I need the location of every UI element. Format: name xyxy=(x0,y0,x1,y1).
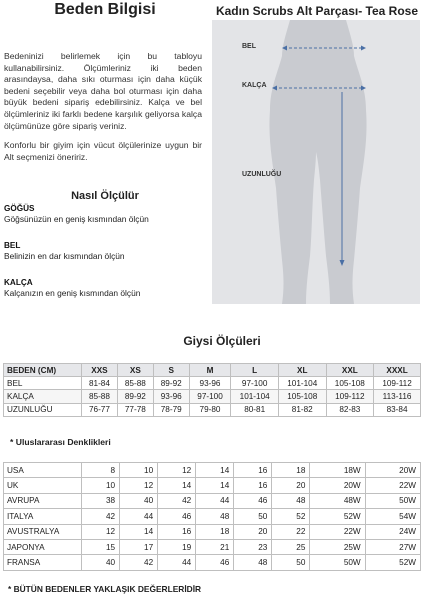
table-cell: 25W xyxy=(310,539,365,554)
intro-text xyxy=(4,51,202,163)
intl-title: * Uluslararası Denklikleri xyxy=(10,437,111,447)
measuring-title: Nasıl Ölçülür xyxy=(71,190,139,202)
table-cell: 81-82 xyxy=(278,403,326,416)
measure-chest xyxy=(4,203,204,225)
table-cell: 10 xyxy=(82,478,120,493)
table-cell: 97-100 xyxy=(231,377,279,390)
table-cell: 93-96 xyxy=(153,390,189,403)
table-cell: 14 xyxy=(196,463,234,478)
size-table xyxy=(3,363,421,417)
table-cell: 48 xyxy=(234,555,272,570)
table-row xyxy=(4,377,421,390)
hip-label: KALÇA xyxy=(242,82,267,89)
table-cell: 93-96 xyxy=(189,377,231,390)
table-cell: 12 xyxy=(82,524,120,539)
waist-label: BEL xyxy=(242,43,256,50)
measure-chest-desc: Göğsünüzün en geniş kısmından ölçün xyxy=(4,214,149,224)
table-cell: 20W xyxy=(365,463,420,478)
table-cell: 15 xyxy=(82,539,120,554)
table-cell: 52 xyxy=(272,509,310,524)
table-cell: 80-81 xyxy=(231,403,279,416)
header-s: S xyxy=(153,364,189,377)
table-cell: 21 xyxy=(196,539,234,554)
table-cell: 79-80 xyxy=(189,403,231,416)
table-cell: 16 xyxy=(234,478,272,493)
table-cell: 81-84 xyxy=(82,377,118,390)
table-row xyxy=(4,463,421,478)
table-cell: 46 xyxy=(158,509,196,524)
measure-waist xyxy=(4,240,204,262)
table-cell: 12 xyxy=(120,478,158,493)
table-cell: 48 xyxy=(272,493,310,508)
table-cell: 83-84 xyxy=(374,403,421,416)
header-xs: XS xyxy=(117,364,153,377)
table-cell: 52W xyxy=(310,509,365,524)
table-cell: 54W xyxy=(365,509,420,524)
footnote: * BÜTÜN BEDENLER YAKLAŞIK DEĞERLERİDİR xyxy=(8,584,202,594)
header-xxl: XXL xyxy=(326,364,374,377)
table-cell: 18 xyxy=(196,524,234,539)
row-label: AVUSTRALYA xyxy=(4,524,82,539)
table-cell: 19 xyxy=(158,539,196,554)
row-label: JAPONYA xyxy=(4,539,82,554)
measure-chest-heading: GÖĞÜS xyxy=(4,204,35,213)
table-cell: 89-92 xyxy=(117,390,153,403)
table-cell: 25 xyxy=(272,539,310,554)
table-cell: 78-79 xyxy=(153,403,189,416)
table-cell: 14 xyxy=(158,478,196,493)
table-row xyxy=(4,493,421,508)
row-label: UK xyxy=(4,478,82,493)
table-row xyxy=(4,524,421,539)
table-cell: 42 xyxy=(120,555,158,570)
table-cell: 8 xyxy=(82,463,120,478)
table-row xyxy=(4,478,421,493)
table-cell: 14 xyxy=(196,478,234,493)
table-cell: 42 xyxy=(82,509,120,524)
silhouette-shape xyxy=(269,20,366,304)
table-cell: 10 xyxy=(120,463,158,478)
table-cell: 16 xyxy=(234,463,272,478)
table-cell: 109-112 xyxy=(326,390,374,403)
table-cell: 97-100 xyxy=(189,390,231,403)
table-cell: 101-104 xyxy=(278,377,326,390)
table-cell: 77-78 xyxy=(117,403,153,416)
header-xl: XL xyxy=(278,364,326,377)
table-row xyxy=(4,390,421,403)
header-l: L xyxy=(231,364,279,377)
table-cell: 85-88 xyxy=(117,377,153,390)
measure-hip-heading: KALÇA xyxy=(4,278,33,287)
table-cell: 44 xyxy=(196,493,234,508)
table-cell: 18 xyxy=(272,463,310,478)
header-xxs: XXS xyxy=(82,364,118,377)
row-label: FRANSA xyxy=(4,555,82,570)
row-label: KALÇA xyxy=(4,390,82,403)
table-cell: 50W xyxy=(310,555,365,570)
table-cell: 12 xyxy=(158,463,196,478)
table-cell: 50 xyxy=(234,509,272,524)
table-cell: 44 xyxy=(120,509,158,524)
measure-waist-desc: Belinizin en dar kısmından ölçün xyxy=(4,251,125,261)
table-row xyxy=(4,539,421,554)
table-cell: 50 xyxy=(272,555,310,570)
table-cell: 48 xyxy=(196,509,234,524)
table-cell: 46 xyxy=(234,493,272,508)
intro-paragraph-2: Konforlu bir giyim için vücut ölçülerinize uygun bir Alt seçmenizi öneririz. xyxy=(4,140,202,162)
table-cell: 38 xyxy=(82,493,120,508)
table-cell: 113-116 xyxy=(374,390,421,403)
table-cell: 48W xyxy=(310,493,365,508)
inseam-label: UZUNLUĞU xyxy=(242,171,282,178)
table-cell: 105-108 xyxy=(278,390,326,403)
table-cell: 109-112 xyxy=(374,377,421,390)
table-cell: 22W xyxy=(365,478,420,493)
row-label: UZUNLUĞU xyxy=(4,403,82,416)
header-size: BEDEN (CM) xyxy=(4,364,82,377)
table-cell: 76-77 xyxy=(82,403,118,416)
table-cell: 20 xyxy=(272,478,310,493)
table-cell: 101-104 xyxy=(231,390,279,403)
waist-arrow-right xyxy=(361,46,366,51)
table-cell: 22 xyxy=(272,524,310,539)
table-cell: 17 xyxy=(120,539,158,554)
table-cell: 14 xyxy=(120,524,158,539)
right-title: Kadın Scrubs Alt Parçası- Tea Rose xyxy=(215,4,419,18)
table-cell: 18W xyxy=(310,463,365,478)
table-cell: 16 xyxy=(158,524,196,539)
header-m: M xyxy=(189,364,231,377)
row-label: AVRUPA xyxy=(4,493,82,508)
table-row xyxy=(4,555,421,570)
body-silhouette xyxy=(212,20,420,304)
table-cell: 24W xyxy=(365,524,420,539)
row-label: BEL xyxy=(4,377,82,390)
measure-waist-heading: BEL xyxy=(4,241,21,250)
row-label: USA xyxy=(4,463,82,478)
table-cell: 40 xyxy=(82,555,120,570)
left-title: Beden Bilgisi xyxy=(54,1,156,18)
row-label: ITALYA xyxy=(4,509,82,524)
table-cell: 22W xyxy=(310,524,365,539)
intl-table xyxy=(3,462,421,571)
table-cell: 46 xyxy=(196,555,234,570)
table-cell: 23 xyxy=(234,539,272,554)
body-diagram xyxy=(212,20,420,304)
table-cell: 89-92 xyxy=(153,377,189,390)
table-cell: 42 xyxy=(158,493,196,508)
table-cell: 40 xyxy=(120,493,158,508)
table-cell: 85-88 xyxy=(82,390,118,403)
size-table-title: Giysi Ölçüleri xyxy=(183,334,261,348)
size-table-header-row xyxy=(4,364,421,377)
table-cell: 105-108 xyxy=(326,377,374,390)
measure-hip-desc: Kalçanızın en geniş kısmından ölçün xyxy=(4,288,141,298)
table-row xyxy=(4,509,421,524)
table-cell: 27W xyxy=(365,539,420,554)
table-cell: 50W xyxy=(365,493,420,508)
header-xxxl: XXXL xyxy=(374,364,421,377)
table-cell: 44 xyxy=(158,555,196,570)
intro-paragraph-1: Bedeninizi belirlemek için bu tabloyu kullanabilirsiniz. Ölçümleriniz iki beden arasındaysa, daha sıkı oturması için daha küçük bedeni seçebilir veya daha bol oturması için daha büyük bedeni sipariş edebilirsiniz. Kalça ve bel ölçümleriniz iki farklı bedene karşılık geliyorsa kalça ölçümünüze göre sipariş veriniz. xyxy=(4,51,202,131)
table-cell: 52W xyxy=(365,555,420,570)
measure-hip xyxy=(4,277,204,299)
table-row xyxy=(4,403,421,416)
table-cell: 20 xyxy=(234,524,272,539)
table-cell: 82-83 xyxy=(326,403,374,416)
table-cell: 20W xyxy=(310,478,365,493)
